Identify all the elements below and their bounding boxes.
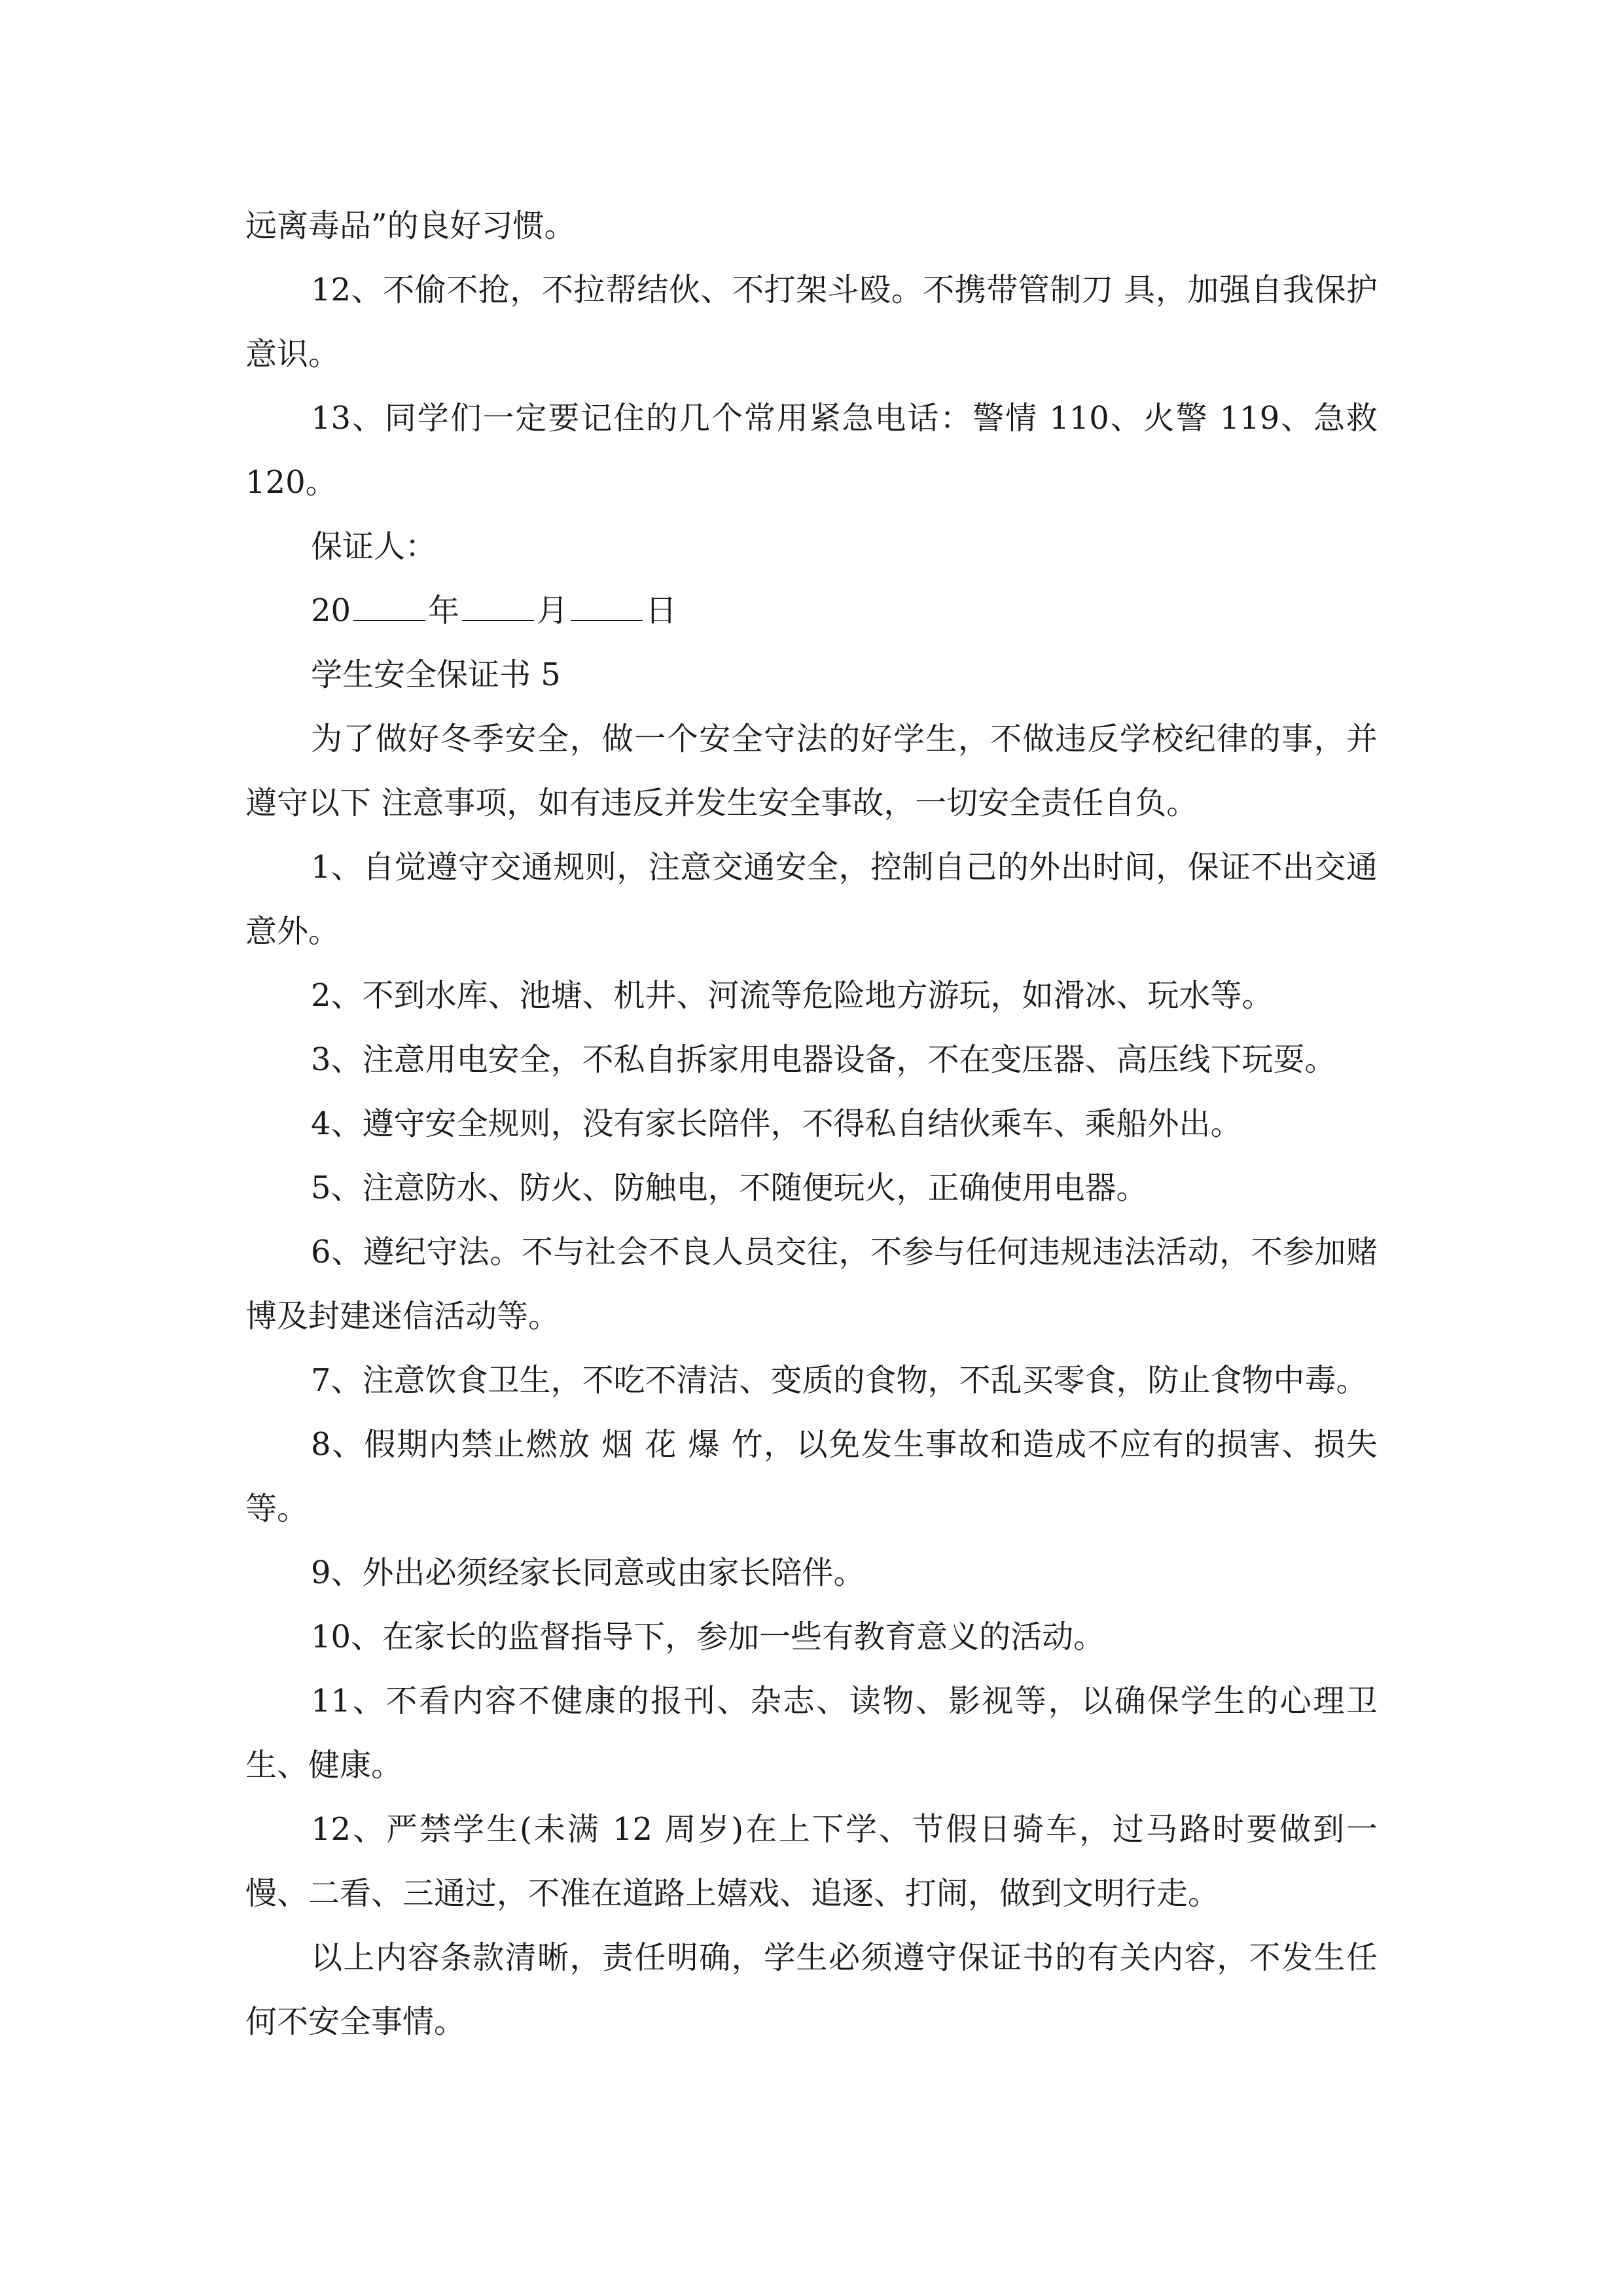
intro-paragraph: 为了做好冬季安全，做一个安全守法的好学生，不做违反学校纪律的事，并遵守以下 注意事项，如有违反并发生安全事故，一切安全责任自负。 [245,721,1378,821]
paragraph-item-10: 10、在家长的监督指导下，参加一些有教育意义的活动。 [311,1619,1105,1655]
paragraph-item-2: 2、不到水库、池塘、机井、河流等危险地方游玩，如滑冰、玩水等。 [311,977,1274,1014]
paragraph-item-7: 7、注意饮食卫生，不吃不清洁、变质的食物，不乱买零食，防止食物中毒。 [311,1362,1368,1399]
date-line [245,579,1378,643]
paragraph-item-1: 1、自觉遵守交通规则，注意交通安全，控制自己的外出时间，保证不出交通意外。 [245,849,1378,950]
month-label: 月 [537,592,569,629]
month-blank [462,594,534,621]
document-body [245,194,1378,2054]
date-prefix: 20 [311,592,351,629]
paragraph-item-4: 4、遵守安全规则，没有家长陪伴，不得私自结伙乘车、乘船外出。 [311,1105,1242,1142]
guarantor-label: 保证人： [311,528,437,565]
day-blank [571,594,643,621]
day-label: 日 [645,592,677,629]
paragraph-continuation: 远离毒品”的良好习惯。 [245,207,576,244]
year-blank [353,594,425,621]
paragraph-item-3: 3、注意用电安全，不私自拆家用电器设备，不在变压器、高压线下玩耍。 [311,1041,1336,1078]
paragraph-item-5: 5、注意防水、防火、防触电，不随便玩火，正确使用电器。 [311,1170,1148,1206]
paragraph-item-13: 13、同学们一定要记住的几个常用紧急电话：警情 110、火警 119、急救 120。 [245,400,1378,501]
paragraph-item-12-second: 12、严禁学生(未满 12 周岁)在上下学、节假日骑车，过马路时要做到一慢、二看、三通过，不准在道路上嬉戏、追逐、打闹，做到文明行走。 [245,1811,1378,1912]
section-title: 学生安全保证书 5 [311,656,561,693]
paragraph-item-9: 9、外出必须经家长同意或由家长陪伴。 [311,1554,865,1591]
closing-paragraph: 以上内容条款清晰，责任明确，学生必须遵守保证书的有关内容，不发生任何不安全事情。 [245,1939,1378,2040]
paragraph-item-12-first: 12、不偷不抢，不拉帮结伙、不打架斗殴。不携带管制刀 具，加强自我保护意识。 [245,272,1378,372]
paragraph-item-8: 8、假期内禁止燃放 烟 花 爆 竹，以免发生事故和造成不应有的损害、损失等。 [245,1426,1378,1527]
paragraph-item-11: 11、不看内容不健康的报刊、杂志、读物、影视等，以确保学生的心理卫生、健康。 [245,1683,1378,1784]
paragraph-item-6: 6、遵纪守法。不与社会不良人员交往，不参与任何违规违法活动，不参加赌博及封建迷信活动等。 [245,1234,1378,1335]
year-label: 年 [428,592,460,629]
